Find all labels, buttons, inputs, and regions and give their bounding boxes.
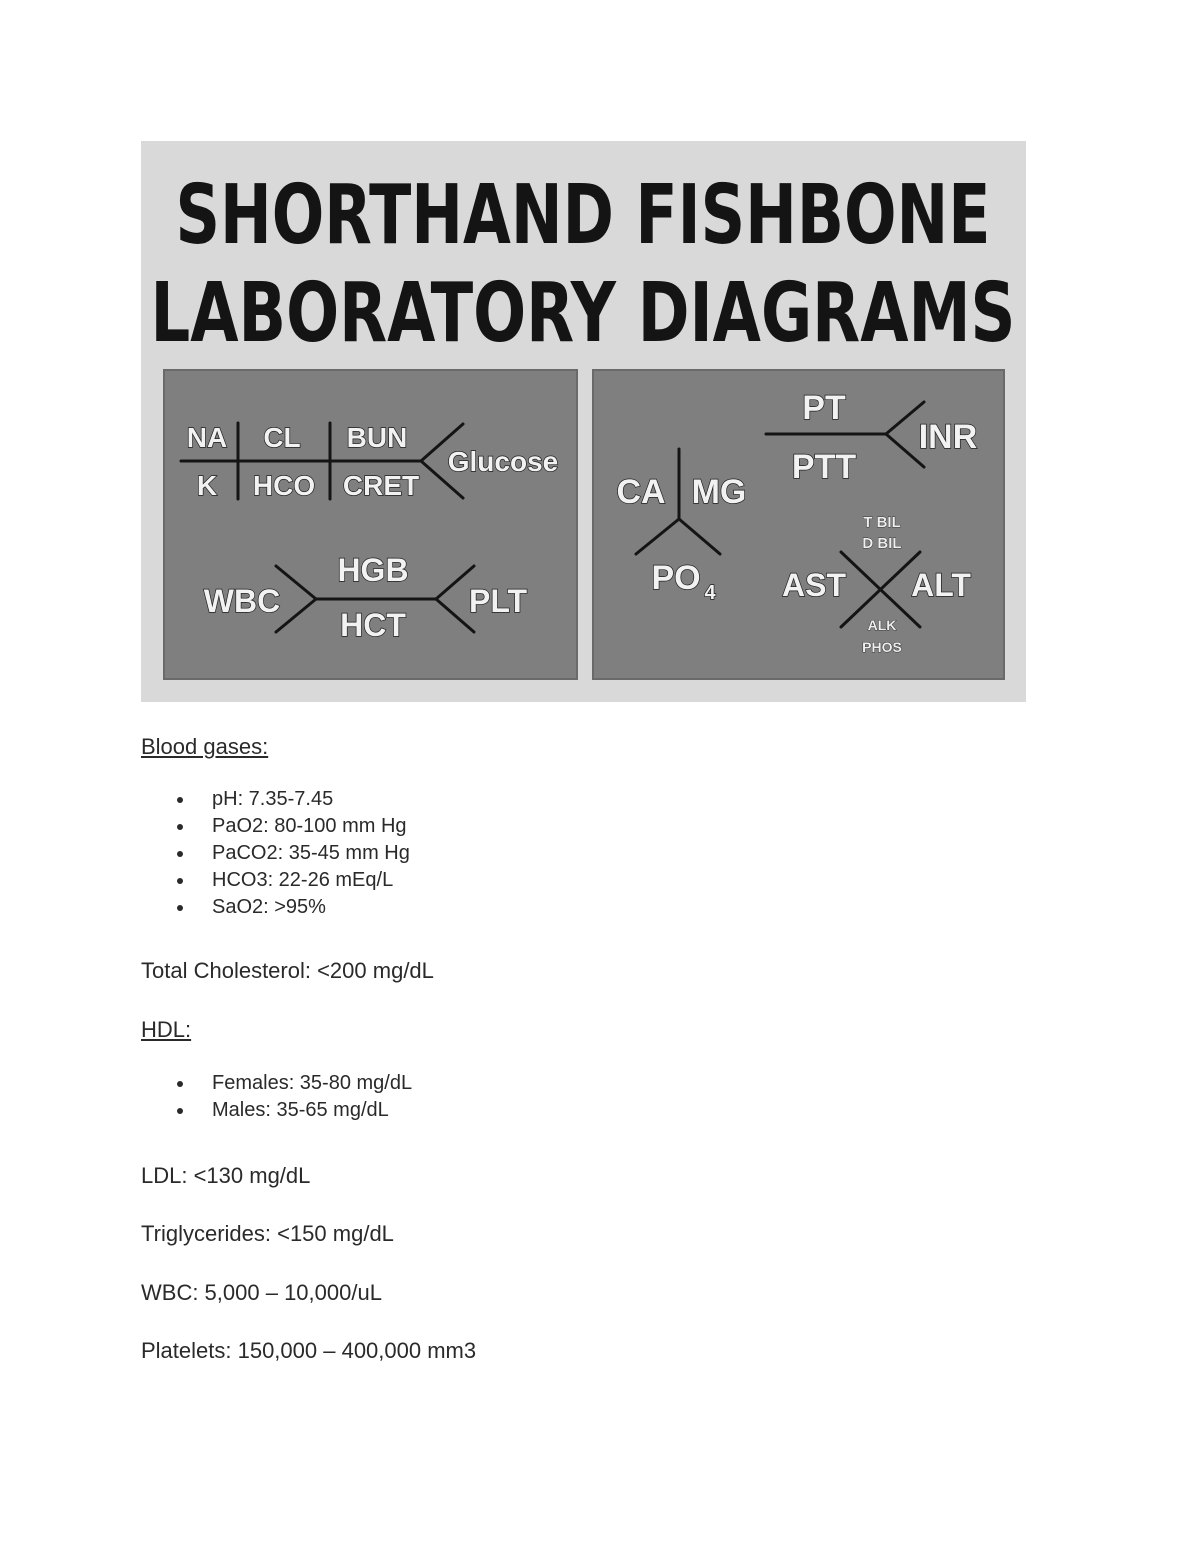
list-item: SaO2: >95% — [141, 894, 410, 921]
platelets: Platelets: 150,000 – 400,000 mm3 — [141, 1338, 477, 1363]
hdl-list — [141, 1070, 412, 1124]
list-item: PaO2: 80-100 mm Hg — [141, 813, 410, 840]
fishbone-figure — [141, 141, 1026, 702]
min-ca: CA — [616, 473, 666, 511]
bmp-bun: BUN — [346, 422, 408, 453]
bmp-cret: CRET — [342, 470, 420, 501]
wbc: WBC: 5,000 – 10,000/uL — [141, 1280, 382, 1305]
figure-title-line1: SHORTHAND FISHBONE — [175, 168, 991, 263]
cbc-hgb: HGB — [337, 552, 409, 588]
blood-gases-list — [141, 786, 410, 921]
cbc-hct: HCT — [340, 607, 406, 643]
coag-ptt: PTT — [791, 448, 857, 486]
list-item: HCO3: 22-26 mEq/L — [141, 867, 410, 894]
lft-tbil: T BIL — [863, 514, 901, 531]
lft-alt: ALT — [911, 567, 971, 603]
total-cholesterol: Total Cholesterol: <200 mg/dL — [141, 958, 434, 983]
lft-alk: ALK — [867, 617, 897, 633]
hdl-heading: HDL: — [141, 1017, 192, 1042]
cbc-plt: PLT — [468, 583, 528, 619]
lft-dbil: D BIL — [862, 535, 902, 552]
lft-phos: PHOS — [862, 639, 902, 655]
cbc-wbc: WBC — [203, 583, 281, 619]
min-po-subscript: 4 — [704, 582, 716, 604]
bmp-cl: CL — [263, 422, 301, 453]
bmp-hco: HCO — [252, 470, 316, 501]
list-item: Females: 35-80 mg/dL — [141, 1070, 412, 1097]
min-mg: MG — [691, 473, 747, 511]
bmp-na: NA — [186, 422, 228, 453]
list-item: pH: 7.35-7.45 — [141, 786, 410, 813]
bmp-k: K — [196, 470, 218, 501]
coag-pt: PT — [802, 389, 846, 427]
bmp-glucose: Glucose — [447, 446, 559, 477]
fishbone-diagram — [141, 141, 1026, 702]
lft-ast: AST — [782, 567, 846, 603]
ldl: LDL: <130 mg/dL — [141, 1163, 311, 1188]
list-item: Males: 35-65 mg/dL — [141, 1097, 412, 1124]
coag-inr: INR — [918, 418, 978, 456]
right-panel — [593, 370, 1004, 679]
figure-title-line2: LABORATORY DIAGRAMS — [150, 266, 1016, 361]
list-item: PaCO2: 35-45 mm Hg — [141, 840, 410, 867]
blood-gases-heading: Blood gases: — [141, 734, 269, 759]
triglycerides: Triglycerides: <150 mg/dL — [141, 1221, 394, 1246]
min-po: PO — [651, 559, 701, 597]
